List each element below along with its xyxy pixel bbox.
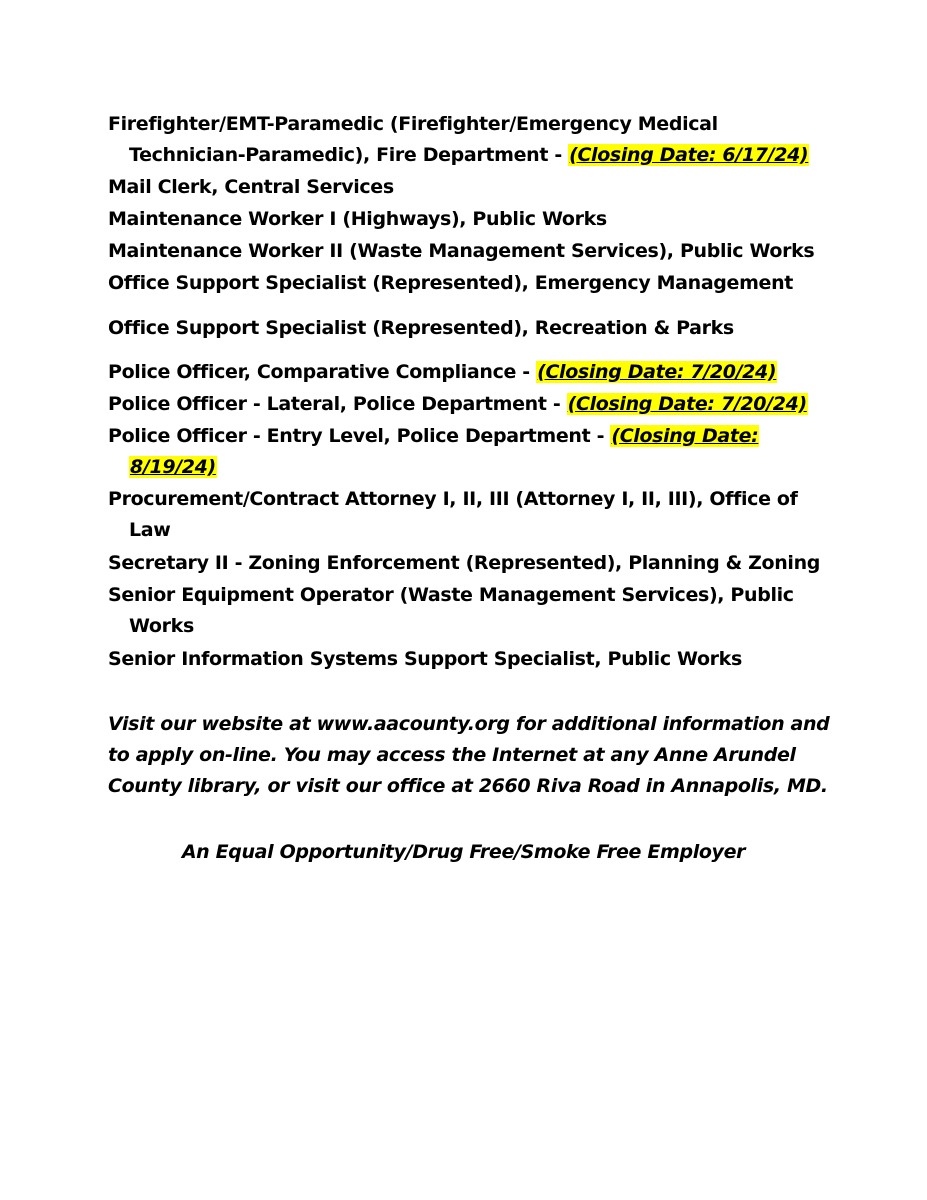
job-police-entry-level [108, 421, 808, 483]
info-line: Visit our website at www.aacounty.org for additional information and [108, 713, 830, 735]
job-title-continuation: Law [129, 519, 171, 541]
job-senior-info-systems [108, 644, 808, 675]
job-police-lateral [108, 389, 808, 420]
job-firefighter-emt-paramedic [108, 109, 808, 171]
website-info-paragraph [108, 709, 828, 802]
job-title-continuation [108, 140, 808, 171]
job-title: Mail Clerk, Central Services [108, 176, 394, 198]
job-title-continuation [108, 452, 808, 483]
closing-date-highlight: 8/19/24) [130, 456, 216, 478]
job-police-comparative-compliance [108, 357, 808, 388]
job-title: Maintenance Worker I (Highways), Public Works [108, 208, 607, 230]
job-secretary-ii-zoning [108, 548, 820, 579]
info-line: to apply on-line. You may access the Internet at any Anne Arundel [108, 744, 796, 766]
job-title-line: Firefighter/EMT-Paramedic (Firefighter/Emergency Medical [108, 113, 718, 135]
job-procurement-attorney [108, 484, 808, 546]
job-title-line: Senior Equipment Operator (Waste Management Services), Public [108, 584, 794, 606]
equal-opportunity-statement: An Equal Opportunity/Drug Free/Smoke Free Employer [181, 841, 746, 863]
closing-date-highlight: (Closing Date: 7/20/24) [537, 361, 777, 383]
info-line: County library, or visit our office at 2660 Riva Road in Annapolis, MD. [108, 775, 828, 797]
job-title: Police Officer, Comparative Compliance - [108, 361, 537, 383]
closing-date-highlight: (Closing Date: 7/20/24) [567, 393, 807, 415]
job-title: Police Officer - Lateral, Police Department - [108, 393, 567, 415]
job-title: Maintenance Worker II (Waste Management Services), Public Works [108, 240, 815, 262]
job-senior-equipment-operator [108, 580, 808, 642]
job-office-support-emergency [108, 268, 808, 299]
job-title: Police Officer - Entry Level, Police Department - [108, 425, 611, 447]
job-mail-clerk [108, 172, 808, 203]
job-title: Secretary II - Zoning Enforcement (Represented), Planning & Zoning [108, 552, 820, 574]
closing-date-highlight: (Closing Date: 6/17/24) [569, 144, 809, 166]
job-title: Senior Information Systems Support Specialist, Public Works [108, 648, 742, 670]
job-maintenance-worker-ii [108, 236, 815, 267]
job-title: Office Support Specialist (Represented), Recreation & Parks [108, 317, 734, 339]
closing-date-highlight: (Closing Date: [611, 425, 759, 447]
job-title-line: Procurement/Contract Attorney I, II, III (Attorney I, II, III), Office of [108, 488, 798, 510]
job-title-line: Technician-Paramedic), Fire Department - [129, 144, 569, 166]
job-title: Office Support Specialist (Represented), Emergency Management [108, 272, 793, 294]
job-title-continuation: Works [129, 615, 194, 637]
job-office-support-recreation [108, 313, 808, 344]
job-maintenance-worker-i [108, 204, 808, 235]
